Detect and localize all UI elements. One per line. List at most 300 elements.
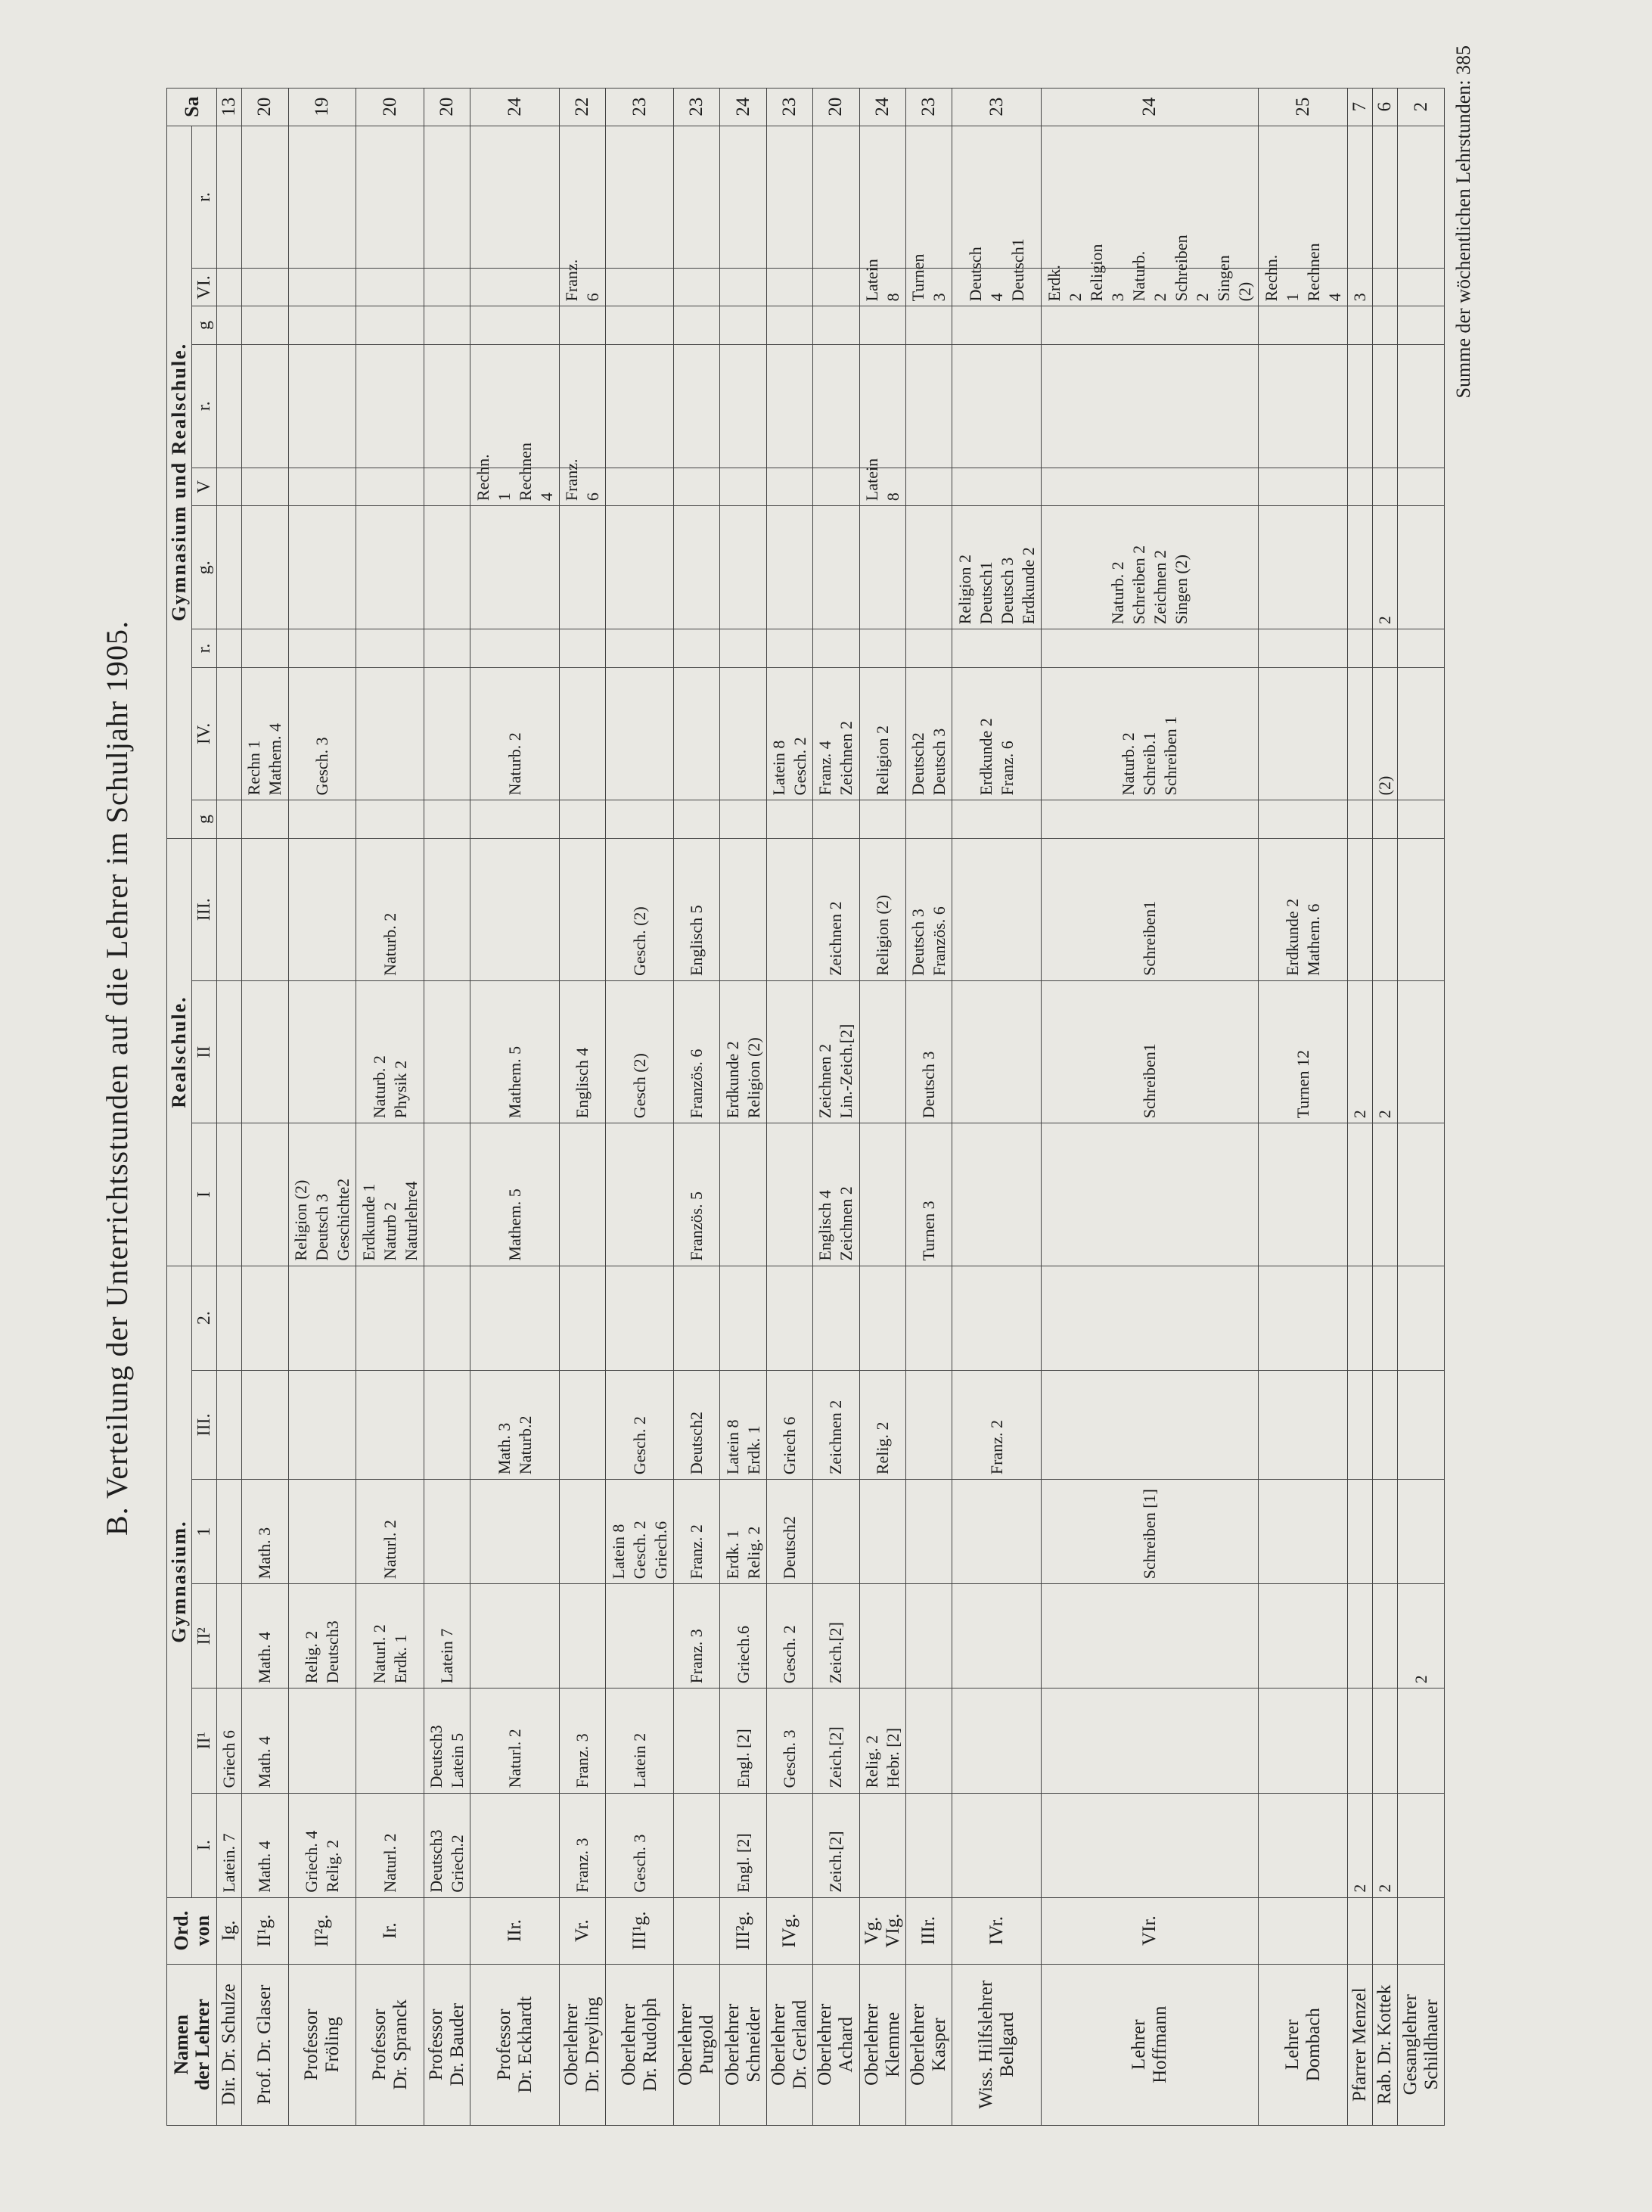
hours-cell [1042, 629, 1259, 667]
ordinarius [1347, 1897, 1372, 1964]
hours-cell: Relig. 2 [859, 1370, 905, 1479]
hours-cell [560, 838, 606, 980]
hours-cell [766, 980, 812, 1123]
hours-cell [906, 126, 952, 268]
hours-cell [813, 269, 859, 306]
hours-cell [606, 1584, 674, 1689]
hours-cell: Griech. 4 Relig. 2 [288, 1793, 356, 1897]
hours-cell [674, 629, 720, 667]
hours-cell: Latein 2 [606, 1689, 674, 1793]
hours-cell: Französ. 6 [674, 980, 720, 1123]
hours-cell [1347, 838, 1372, 980]
hours-cell [906, 1689, 952, 1793]
hours-cell [1347, 344, 1372, 468]
hours-cell [859, 126, 905, 268]
hours-cell [952, 629, 1042, 667]
hours-cell [1347, 1480, 1372, 1584]
hours-cell [1398, 269, 1445, 306]
table-row [470, 31, 560, 2126]
hours-cell [1259, 468, 1348, 505]
hours-cell [1042, 468, 1259, 505]
hours-cell [859, 506, 905, 629]
hours-cell [720, 800, 766, 838]
teacher-name: Professor Dr. Spranck [356, 1964, 424, 2125]
rotated-page [91, 30, 1596, 2126]
hours-cell [1398, 126, 1445, 268]
hours-cell [217, 629, 242, 667]
hours-cell [424, 344, 470, 468]
hours-cell: Naturb. 2 [356, 838, 424, 980]
hours-cell: Deutsch 3 [906, 980, 952, 1123]
hours-cell [1259, 1480, 1348, 1584]
hours-cell [1259, 629, 1348, 667]
hours-cell [859, 306, 905, 344]
hours-cell [720, 306, 766, 344]
col-c-g2: g. [192, 506, 217, 629]
hours-cell [720, 269, 766, 306]
ordinarius: Vr. [560, 1897, 606, 1964]
hours-cell [1373, 306, 1398, 344]
hours-cell [674, 306, 720, 344]
hours-cell [952, 1480, 1042, 1584]
hours-cell [859, 344, 905, 468]
hours-cell [217, 126, 242, 268]
hours-cell [720, 1266, 766, 1370]
hours-cell [217, 468, 242, 505]
hours-cell: Math. 4 [242, 1689, 288, 1793]
hours-cell: Erdk. 2 Religion 3 Naturb. 2 Schreiben 2 Singen (2) [1042, 269, 1259, 306]
hours-cell: Franz. 3 [560, 1689, 606, 1793]
hours-cell [217, 667, 242, 800]
hours-cell [1347, 629, 1372, 667]
hours-cell [906, 629, 952, 667]
hours-cell [859, 800, 905, 838]
hours-cell: Gesch. 3 [288, 667, 356, 800]
hours-cell [560, 629, 606, 667]
hours-cell [952, 1123, 1042, 1266]
row-sum: 2 [1398, 88, 1445, 126]
hours-cell: Naturb. 2 Physik 2 [356, 980, 424, 1123]
hours-cell [952, 1793, 1042, 1897]
table-row [1259, 31, 1348, 2126]
teacher-name: Oberlehrer Dr. Gerland [766, 1964, 812, 2125]
hours-cell: Latein 8 Gesch. 2 [766, 667, 812, 800]
hours-cell [766, 1266, 812, 1370]
hours-cell [859, 1123, 905, 1266]
hours-cell [1042, 126, 1259, 268]
col-c-IV: IV. [192, 667, 217, 800]
hours-cell [217, 980, 242, 1123]
hours-cell [470, 506, 560, 629]
hours-cell [1373, 269, 1398, 306]
ordinarius: VIr. [1042, 1897, 1259, 1964]
hours-cell [217, 1266, 242, 1370]
header-names: Namen der Lehrer [167, 1964, 217, 2125]
row-sum: 19 [288, 88, 356, 126]
hours-cell [1398, 306, 1445, 344]
hours-cell [242, 629, 288, 667]
hours-cell [242, 980, 288, 1123]
hours-cell [1373, 629, 1398, 667]
hours-cell [288, 1689, 356, 1793]
hours-cell [813, 126, 859, 268]
row-sum: 20 [424, 88, 470, 126]
hours-cell [1259, 1793, 1348, 1897]
col-c-V: V [192, 468, 217, 505]
hours-cell [1373, 1370, 1398, 1479]
hours-cell [242, 468, 288, 505]
hours-cell: Franz. 4 Zeichnen 2 [813, 667, 859, 800]
hours-cell: Englisch 5 [674, 838, 720, 980]
header-row-top [167, 31, 192, 2126]
hours-cell [356, 629, 424, 667]
row-sum: 23 [606, 88, 674, 126]
hours-cell [356, 306, 424, 344]
hours-cell [813, 629, 859, 667]
hours-cell [1373, 1689, 1398, 1793]
hours-cell: Deutsch 4 Deutsch1 [952, 269, 1042, 306]
hours-cell [424, 667, 470, 800]
hours-cell [288, 306, 356, 344]
header-row-sub [192, 31, 217, 2126]
ordinarius [1398, 1897, 1445, 1964]
hours-cell [424, 506, 470, 629]
hours-cell [560, 1584, 606, 1689]
header-ord: Ord. von [167, 1897, 217, 1964]
hours-cell: (2) [1373, 667, 1398, 800]
hours-cell [560, 1480, 606, 1584]
hours-cell [952, 800, 1042, 838]
hours-cell: Gesch (2) [606, 980, 674, 1123]
hours-cell [1398, 800, 1445, 838]
hours-cell [1398, 1689, 1445, 1793]
hours-cell [560, 667, 606, 800]
hours-cell [606, 800, 674, 838]
hours-cell [720, 629, 766, 667]
hours-cell: Math. 3 [242, 1480, 288, 1584]
teacher-name: Gesanglehrer Schildhauer [1398, 1964, 1445, 2125]
hours-cell [906, 344, 952, 468]
hours-cell: Zeich.[2] [813, 1584, 859, 1689]
hours-cell [1259, 506, 1348, 629]
teacher-name: Pfarrer Menzel [1347, 1964, 1372, 2125]
hours-cell: 2 [1347, 1793, 1372, 1897]
hours-cell [560, 506, 606, 629]
hours-cell [356, 1266, 424, 1370]
hours-cell [766, 838, 812, 980]
hours-cell [356, 468, 424, 505]
hours-cell [766, 800, 812, 838]
hours-cell [288, 980, 356, 1123]
hours-cell [242, 306, 288, 344]
row-sum: 23 [906, 88, 952, 126]
hours-cell: Religion (2) Deutsch 3 Geschichte2 [288, 1123, 356, 1266]
hours-cell [242, 344, 288, 468]
hours-cell [424, 629, 470, 667]
table-row [766, 31, 812, 2126]
hours-cell [356, 1370, 424, 1479]
teacher-name: Oberlehrer Klemme [859, 1964, 905, 2125]
teacher-distribution-table [166, 30, 1445, 2126]
hours-cell [242, 1123, 288, 1266]
hours-cell: Deutsch2 [674, 1370, 720, 1479]
hours-cell [1259, 1123, 1348, 1266]
hours-cell [766, 1123, 812, 1266]
hours-cell: Griech.6 [720, 1584, 766, 1689]
hours-cell [1347, 506, 1372, 629]
hours-cell [1373, 800, 1398, 838]
hours-cell [952, 344, 1042, 468]
hours-cell [952, 838, 1042, 980]
hours-cell [470, 1480, 560, 1584]
hours-cell [1042, 1793, 1259, 1897]
hours-cell [424, 468, 470, 505]
hours-cell [288, 269, 356, 306]
hours-cell [1259, 1266, 1348, 1370]
hours-cell [242, 838, 288, 980]
hours-cell [859, 1266, 905, 1370]
hours-cell: Turnen 3 [906, 1123, 952, 1266]
hours-cell [1259, 306, 1348, 344]
hours-cell [606, 629, 674, 667]
hours-cell [1347, 1370, 1372, 1479]
hours-cell [1398, 667, 1445, 800]
header-gymnasium: Gymnasium. [167, 1266, 192, 1897]
hours-cell [906, 306, 952, 344]
hours-cell [1398, 838, 1445, 980]
hours-cell [906, 1584, 952, 1689]
hours-cell [1398, 1480, 1445, 1584]
hours-cell [674, 1266, 720, 1370]
hours-cell: Franz. 6 [560, 269, 606, 306]
ordinarius: II²g. [288, 1897, 356, 1964]
teacher-name: Professor Dr. Bauder [424, 1964, 470, 2125]
hours-cell [1259, 126, 1348, 268]
hours-cell [1042, 344, 1259, 468]
col-c-r2: r. [192, 344, 217, 468]
hours-cell [1398, 1266, 1445, 1370]
hours-cell [766, 468, 812, 505]
hours-cell: Religion 2 [859, 667, 905, 800]
hours-cell [906, 468, 952, 505]
hours-cell [217, 269, 242, 306]
hours-cell: Deutsch2 Deutsch 3 [906, 667, 952, 800]
hours-cell [1373, 1266, 1398, 1370]
hours-cell [906, 1793, 952, 1897]
hours-cell: Rechn. 1 Rechnen 4 [470, 468, 560, 505]
row-sum: 7 [1347, 88, 1372, 126]
teacher-name: Oberlehrer Purgold [674, 1964, 720, 2125]
hours-cell [356, 667, 424, 800]
table-row [560, 31, 606, 2126]
col-c-g: g [192, 800, 217, 838]
hours-cell [720, 468, 766, 505]
hours-cell [1373, 126, 1398, 268]
hours-cell: Turnen 12 [1259, 980, 1348, 1123]
hours-cell [288, 1266, 356, 1370]
hours-cell [906, 1370, 952, 1479]
table-row [424, 31, 470, 2126]
header-realschule: Realschule. [167, 838, 192, 1266]
hours-cell: Franz. 3 [674, 1584, 720, 1689]
hours-cell: Franz. 2 [952, 1370, 1042, 1479]
hours-cell [1347, 1266, 1372, 1370]
hours-cell [470, 629, 560, 667]
hours-cell: Mathem. 5 [470, 1123, 560, 1266]
hours-cell [813, 1266, 859, 1370]
hours-cell: Erdkunde 2 Religion (2) [720, 980, 766, 1123]
hours-cell: Naturl. 2 Erdk. 1 [356, 1584, 424, 1689]
ordinarius: IVr. [952, 1897, 1042, 1964]
hours-cell [1373, 838, 1398, 980]
hours-cell: Franz. 3 [560, 1793, 606, 1897]
ordinarius: III¹g. [606, 1897, 674, 1964]
hours-cell [470, 800, 560, 838]
hours-cell [560, 1266, 606, 1370]
hours-cell [560, 344, 606, 468]
hours-cell [952, 980, 1042, 1123]
ordinarius [1259, 1897, 1348, 1964]
ordinarius: II¹g. [242, 1897, 288, 1964]
hours-cell [813, 506, 859, 629]
hours-cell [1042, 1266, 1259, 1370]
hours-cell [1042, 800, 1259, 838]
hours-cell [906, 506, 952, 629]
hours-cell: 3 [1347, 269, 1372, 306]
hours-cell: Franz. 6 [560, 468, 606, 505]
hours-cell [606, 667, 674, 800]
hours-cell: Latein 8 Erdk. 1 [720, 1370, 766, 1479]
hours-cell [1398, 1793, 1445, 1897]
col-g-1: 1 [192, 1480, 217, 1584]
teacher-name: Prof. Dr. Glaser [242, 1964, 288, 2125]
hours-cell [674, 667, 720, 800]
teacher-name: Rab. Dr. Kottek [1373, 1964, 1398, 2125]
hours-cell [1373, 344, 1398, 468]
ordinarius: Ig. [217, 1897, 242, 1964]
row-sum: 6 [1373, 88, 1398, 126]
hours-cell: Gesch. 2 [766, 1584, 812, 1689]
col-g-III: III. [192, 1370, 217, 1479]
hours-cell [470, 269, 560, 306]
hours-cell [470, 306, 560, 344]
hours-cell [1259, 667, 1348, 800]
hours-cell: Erdkunde 1 Naturb 2 Naturlehre4 [356, 1123, 424, 1266]
hours-cell: Gesch. 3 [606, 1793, 674, 1897]
hours-cell [766, 629, 812, 667]
ordinarius: Vg. VIg. [859, 1897, 905, 1964]
hours-cell: Naturl. 2 [356, 1480, 424, 1584]
hours-cell: Deutsch3 Latein 5 [424, 1689, 470, 1793]
hours-cell [1398, 506, 1445, 629]
hours-cell [1042, 1370, 1259, 1479]
hours-cell: Latein 8 [859, 269, 905, 306]
hours-cell [1259, 1370, 1348, 1479]
hours-cell [288, 1370, 356, 1479]
hours-cell [424, 1480, 470, 1584]
hours-cell: Latein 8 [859, 468, 905, 505]
hours-cell [906, 1480, 952, 1584]
hours-cell [606, 1266, 674, 1370]
hours-cell [1373, 1123, 1398, 1266]
hours-cell [720, 667, 766, 800]
header-gym-real: Gymnasium und Realschule. [167, 126, 192, 838]
hours-cell [859, 1480, 905, 1584]
hours-cell [813, 468, 859, 505]
hours-cell: Erdk. 1 Relig. 2 [720, 1480, 766, 1584]
hours-cell [217, 1123, 242, 1266]
hours-cell [424, 306, 470, 344]
hours-cell [1042, 1584, 1259, 1689]
hours-cell [288, 344, 356, 468]
hours-cell: Turnen 3 [906, 269, 952, 306]
teacher-name: Lehrer Dombach [1259, 1964, 1348, 2125]
hours-cell [766, 1793, 812, 1897]
hours-cell: Naturl. 2 [470, 1689, 560, 1793]
row-sum: 23 [952, 88, 1042, 126]
hours-cell: Griech 6 [217, 1689, 242, 1793]
hours-cell: Math. 4 [242, 1793, 288, 1897]
row-sum: 23 [766, 88, 812, 126]
hours-cell [242, 1266, 288, 1370]
hours-cell [1347, 468, 1372, 505]
hours-cell [720, 506, 766, 629]
hours-cell [766, 506, 812, 629]
ordinarius: Ir. [356, 1897, 424, 1964]
row-sum: 24 [470, 88, 560, 126]
hours-cell [288, 126, 356, 268]
hours-cell [1373, 468, 1398, 505]
hours-cell [859, 980, 905, 1123]
table-body [217, 31, 1445, 2126]
hours-cell [424, 1266, 470, 1370]
hours-cell: Franz. 2 [674, 1480, 720, 1584]
hours-cell: 2 [1398, 1584, 1445, 1689]
col-c-VI: VI. [192, 269, 217, 306]
ordinarius [813, 1897, 859, 1964]
hours-cell: Relig. 2 Deutsch3 [288, 1584, 356, 1689]
row-sum: 20 [813, 88, 859, 126]
col-c-g3: g [192, 306, 217, 344]
hours-cell [1042, 1123, 1259, 1266]
hours-cell [720, 838, 766, 980]
col-g-II1: II¹ [192, 1689, 217, 1793]
table-row [288, 31, 356, 2126]
hours-cell [560, 800, 606, 838]
col-r-III: III. [192, 838, 217, 980]
hours-cell: 2 [1373, 1793, 1398, 1897]
hours-cell [288, 800, 356, 838]
hours-cell [470, 1266, 560, 1370]
hours-cell [560, 126, 606, 268]
hours-cell: Religion 2 Deutsch1 Deutsch 3 Erdkunde 2 [952, 506, 1042, 629]
hours-cell [242, 800, 288, 838]
hours-cell: Deutsch3 Griech.2 [424, 1793, 470, 1897]
table-row [606, 31, 674, 2126]
hours-cell: Gesch. 2 [606, 1370, 674, 1479]
hours-cell: Latein. 7 [217, 1793, 242, 1897]
teacher-name: Oberlehrer Kasper [906, 1964, 952, 2125]
hours-cell: Deutsch 3 Französ. 6 [906, 838, 952, 980]
hours-cell [1042, 1689, 1259, 1793]
hours-cell: Latein 7 [424, 1584, 470, 1689]
ordinarius: III²g. [720, 1897, 766, 1964]
ordinarius [1373, 1897, 1398, 1964]
hours-cell: Griech 6 [766, 1370, 812, 1479]
hours-cell [356, 126, 424, 268]
hours-cell [470, 1584, 560, 1689]
hours-cell: 2 [1347, 980, 1372, 1123]
